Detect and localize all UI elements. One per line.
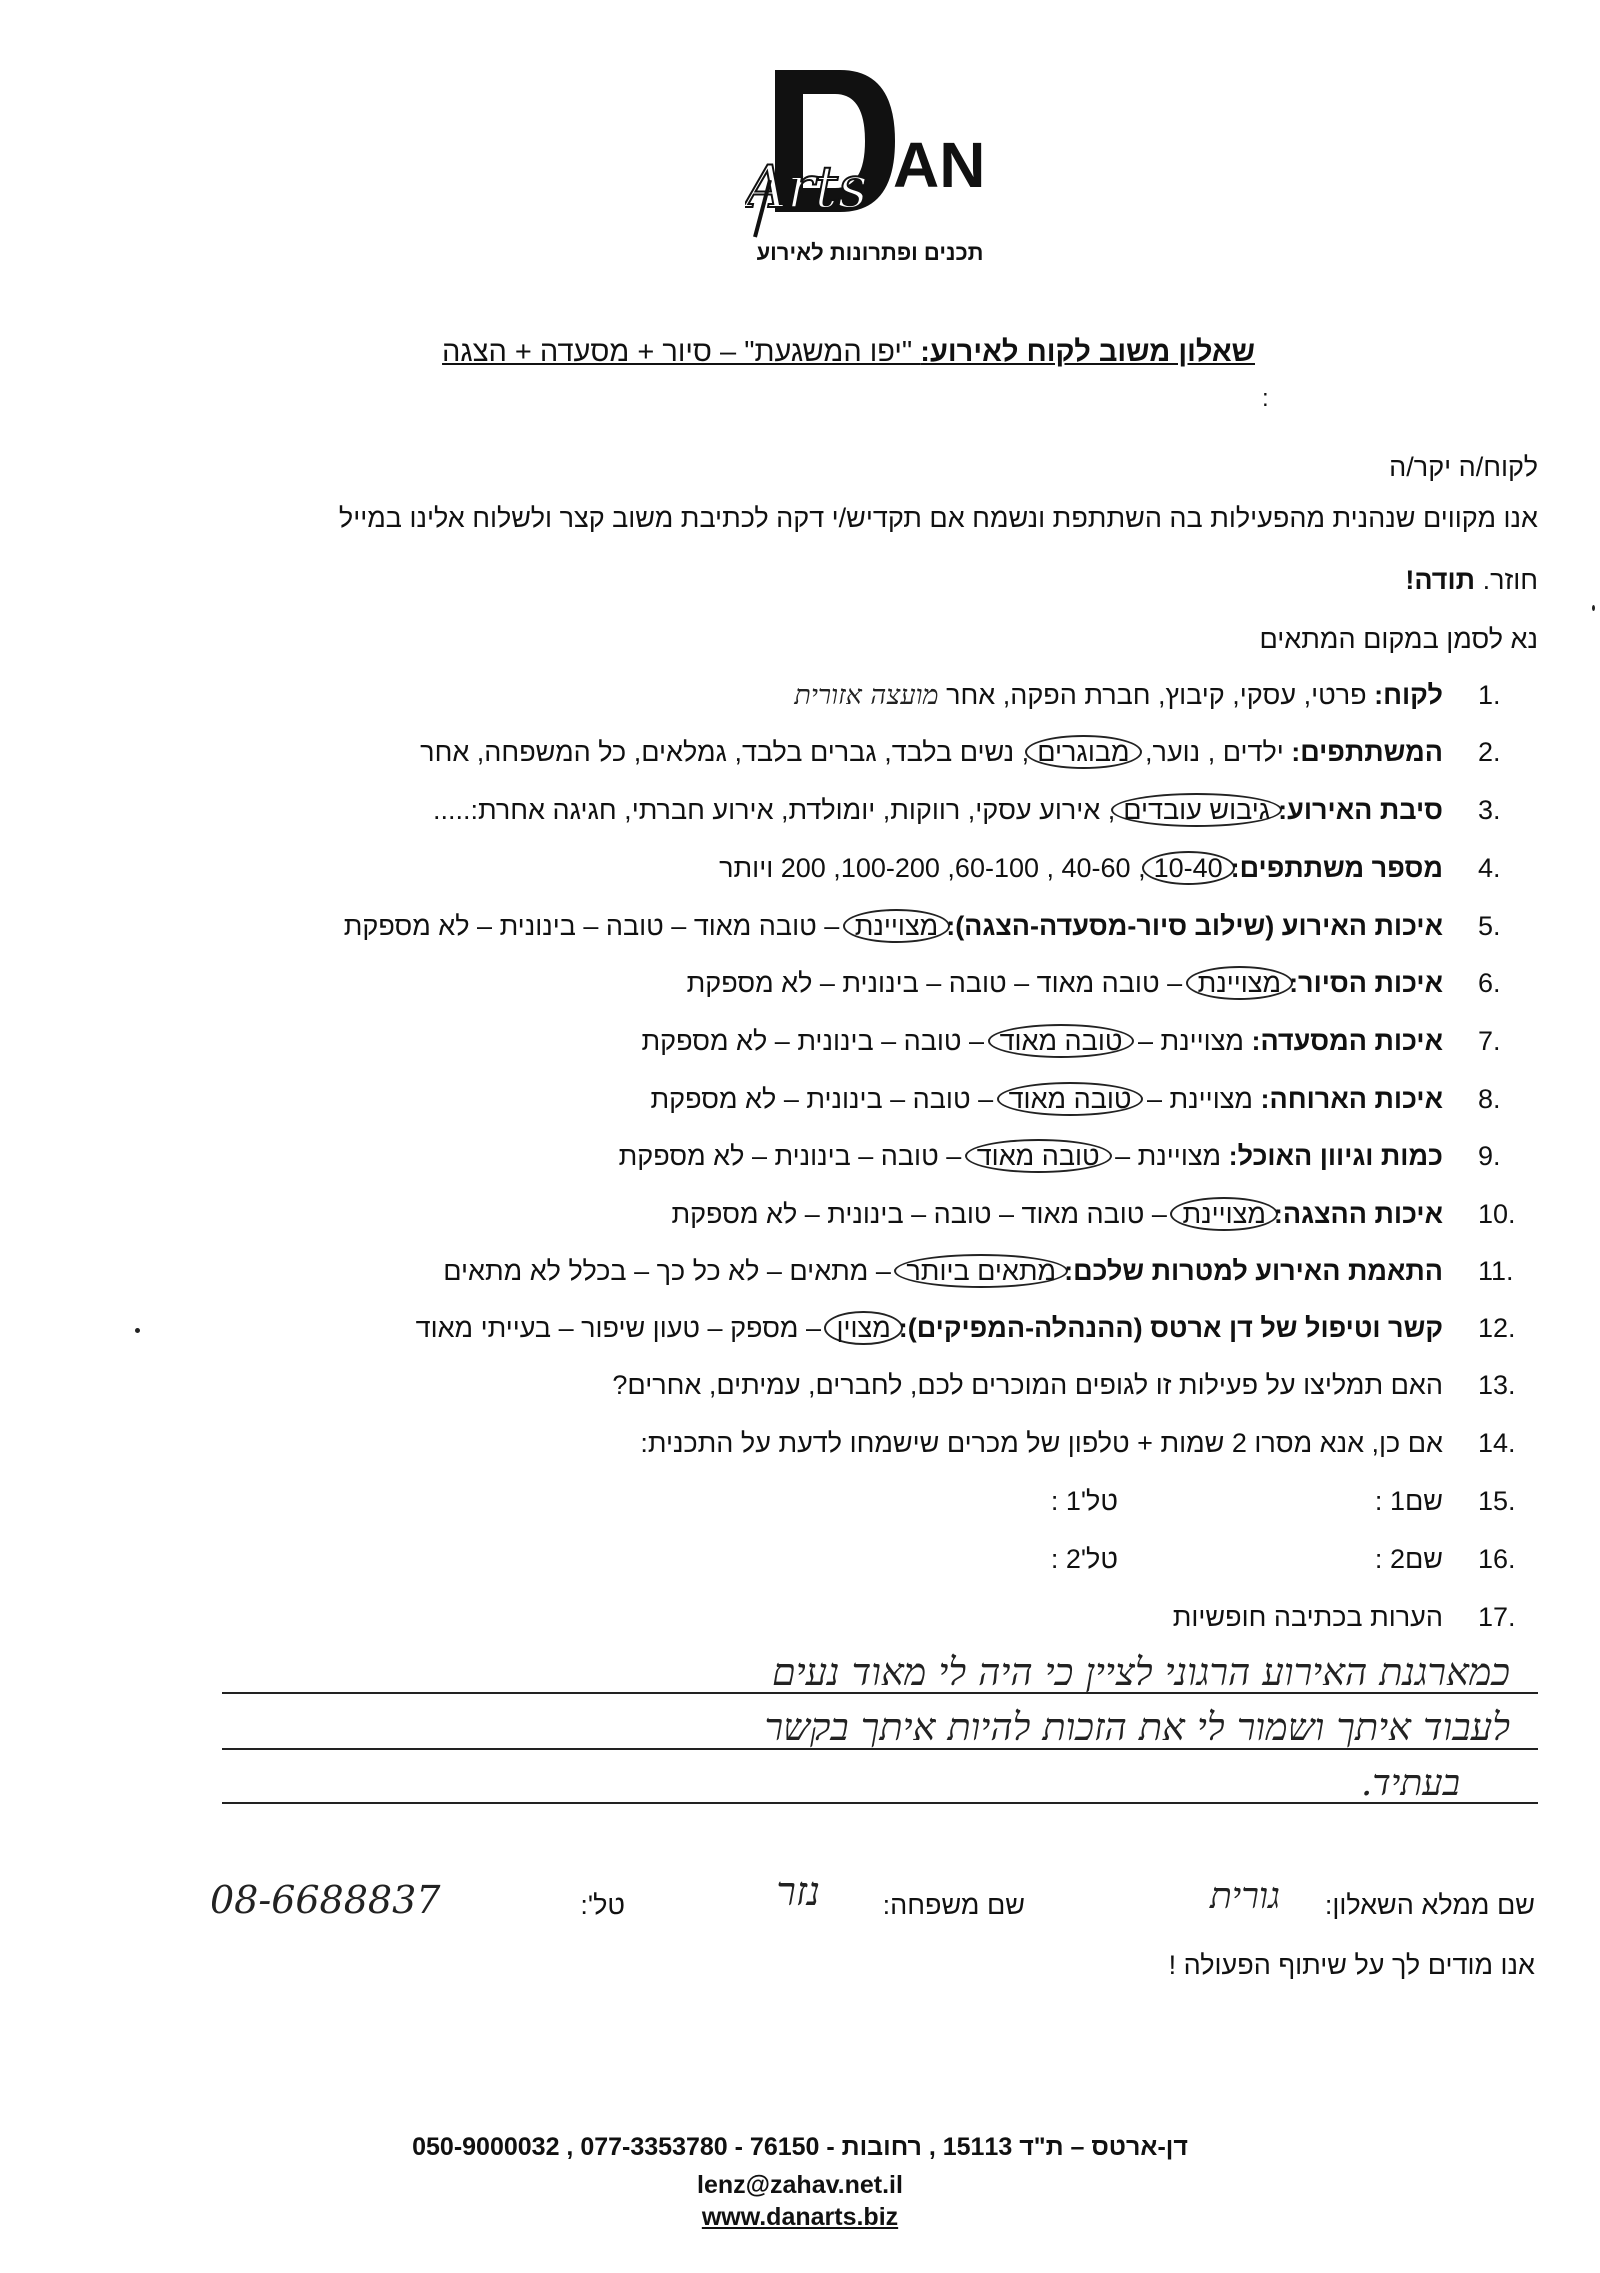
question-14 xyxy=(38,1428,1538,1472)
phone-hand: 08-6688837 xyxy=(210,1878,441,1922)
question-options-rest: – מתאים – לא כל כך – בכלל לא מתאים xyxy=(443,1256,899,1286)
circled-answer: מצויינת xyxy=(1170,1197,1277,1231)
question-number: 6. xyxy=(1478,968,1501,998)
question-9 xyxy=(38,1141,1538,1185)
question-options: מצויינת – xyxy=(1139,1084,1261,1114)
intro-line-2 xyxy=(1405,565,1538,596)
question-label: לקוח: xyxy=(1374,680,1443,710)
question-label: איכות הארוחה: xyxy=(1260,1084,1443,1114)
question-16 xyxy=(38,1544,1538,1588)
question-label: קשר וטיפול של דן ארטס (ההנהלה-המפיקים): xyxy=(898,1313,1443,1343)
question-text: אם כן, אנא מסרו 2 שמות + טלפון של מכרים שישמחו לדעת על התכנית: xyxy=(640,1428,1443,1458)
question-options: ילדים , נוער, xyxy=(1137,737,1292,767)
stray-mark: : xyxy=(1262,385,1269,412)
question-5 xyxy=(38,911,1538,955)
circled-answer: מצוין xyxy=(824,1311,902,1345)
respondent-name-label: שם ממלא השאלון: xyxy=(1324,1890,1535,1920)
question-text: האם תמליצו על פעילות זו לגופים המוכרים לכם, לחברים, עמיתים, אחרים? xyxy=(612,1370,1443,1400)
family-name-hand: נזר xyxy=(776,1869,820,1915)
question-2 xyxy=(38,737,1538,781)
question-8 xyxy=(38,1084,1538,1128)
question-number: 1. xyxy=(1478,680,1501,710)
question-number: 9. xyxy=(1478,1141,1501,1171)
free-text-line-2: לעבוד איתך ושמור לי את הזכות להיות איתך בקשר xyxy=(764,1705,1510,1749)
circled-answer: מבוגרים xyxy=(1025,735,1141,769)
greeting: לקוח/ה יקר/ה xyxy=(1389,452,1538,482)
question-options-rest: – טובה מאוד – טובה – בינונית – לא מספקת xyxy=(343,911,847,941)
handwritten-answer: מועצה אזורית xyxy=(794,680,939,711)
logo-an: AN xyxy=(893,129,986,201)
question-number: 8. xyxy=(1478,1084,1501,1114)
question-number: 4. xyxy=(1478,853,1501,883)
circled-answer: גיבוש עובדים xyxy=(1111,793,1282,827)
question-11 xyxy=(38,1256,1538,1300)
name-2-field: שם2 : xyxy=(1374,1544,1443,1574)
logo-graphic xyxy=(745,62,1000,242)
question-label: המשתתפים: xyxy=(1291,737,1443,767)
question-1 xyxy=(38,680,1538,724)
question-options: פרטי, עסקי, קיבוץ, חברת הפקה, אחר xyxy=(938,680,1375,710)
question-options-rest: , נשים בלבד, גברים בלבד, גמלאים, כל המשפחה, אחר xyxy=(420,737,1030,767)
title-event: "יפו המשגעת" – סיור + מסעדה + הצגה xyxy=(442,336,921,368)
question-label: התאמת האירוע למטרות שלכם: xyxy=(1064,1256,1443,1286)
intro-line-1: אנו מקווים שנהנית מהפעילות בה השתתפת ונשמח אם תקדיש/י דקה לכתיבת משוב קצר ולשלוח אלינו במייל xyxy=(338,503,1538,533)
circled-answer: טובה מאוד xyxy=(988,1024,1135,1058)
question-options-rest: – טובה – בינונית – לא מספקת xyxy=(650,1084,1001,1114)
footer-email[interactable]: lenz@zahav.net.il xyxy=(697,2171,903,2199)
question-options-rest: – טובה – בינונית – לא מספקת xyxy=(641,1026,992,1056)
circled-answer: טובה מאוד xyxy=(997,1082,1144,1116)
question-10 xyxy=(38,1199,1538,1243)
question-label: איכות האירוע (שילוב סיור-מסעדה-הצגה): xyxy=(946,911,1443,941)
question-options-rest: – טובה מאוד – טובה – בינונית – לא מספקת xyxy=(686,968,1190,998)
logo-tagline: תכנים ופתרונות לאירוע xyxy=(756,240,984,265)
question-options: מצויינת – xyxy=(1130,1026,1252,1056)
speck xyxy=(1592,605,1595,611)
question-label: איכות הסיור: xyxy=(1289,968,1443,998)
question-number: 11. xyxy=(1478,1256,1514,1286)
question-label: כמות וגיוון האוכל: xyxy=(1228,1141,1443,1171)
footer-website[interactable]: www.danarts.biz xyxy=(701,2203,899,2231)
intro-returned: חוזר. xyxy=(1482,565,1538,595)
question-number: 12. xyxy=(1478,1313,1516,1343)
logo-arts: Arts xyxy=(745,153,868,221)
respondent-name-hand: גורית xyxy=(1209,1876,1280,1917)
question-number: 15. xyxy=(1478,1486,1516,1516)
title-prefix: שאלון משוב לקוח לאירוע: xyxy=(920,336,1255,368)
question-options-rest: , אירוע עסקי, רווקות, יומולדת, אירוע חברתי, חגיגה אחרת:..... xyxy=(432,795,1116,825)
family-name-label: שם משפחה: xyxy=(882,1890,1025,1920)
question-label: מספר משתתפים: xyxy=(1230,853,1443,883)
writing-line xyxy=(222,1802,1538,1804)
question-label: איכות ההצגה: xyxy=(1273,1199,1443,1229)
question-options-rest: , 40-60 , 60-100, 100-200, 200 ויותר xyxy=(719,853,1146,883)
question-number: 17. xyxy=(1478,1602,1516,1632)
question-options: מצויינת – xyxy=(1107,1141,1229,1171)
phone-2-field: טל'2 : xyxy=(1050,1544,1118,1574)
question-options-rest: – טובה מאוד – טובה – בינונית – לא מספקת xyxy=(671,1199,1175,1229)
question-6 xyxy=(38,968,1538,1012)
phone-label: טל': xyxy=(580,1890,625,1920)
question-number: 7. xyxy=(1478,1026,1501,1056)
footer-address: דן-ארטס – ת"ד 15113 , רחובות - 76150 - 077-3353780 , 050-9000032 xyxy=(412,2133,1188,2161)
question-number: 2. xyxy=(1478,737,1501,767)
question-options-rest: – טובה – בינונית – לא מספקת xyxy=(618,1141,969,1171)
question-17 xyxy=(38,1602,1538,1646)
question-number: 10. xyxy=(1478,1199,1516,1229)
free-text-line-3: בעתיד. xyxy=(1360,1763,1460,1804)
question-number: 14. xyxy=(1478,1428,1516,1458)
question-13 xyxy=(38,1370,1538,1414)
name-1-field: שם1 : xyxy=(1374,1486,1443,1516)
question-3 xyxy=(38,795,1538,839)
question-15 xyxy=(38,1486,1538,1530)
question-options-rest: – מספק – טעון שיפור – בעייתי מאוד xyxy=(415,1313,829,1343)
page-title xyxy=(442,336,1255,369)
thanks-line: אנו מודים לך על שיתוף הפעולה ! xyxy=(1168,1950,1535,1980)
circled-answer: מצויינת xyxy=(843,909,950,943)
phone-1-field: טל'1 : xyxy=(1050,1486,1118,1516)
question-label: סיבת האירוע: xyxy=(1278,795,1443,825)
free-text-line-1: כמארגנת האירוע הרגוני לציין כי היה לי מאוד נעים xyxy=(772,1650,1510,1694)
question-7 xyxy=(38,1026,1538,1070)
circled-answer: 10-40 xyxy=(1142,851,1235,885)
speck xyxy=(135,1328,140,1333)
instruction: נא לסמן במקום המתאים xyxy=(1259,624,1538,654)
question-label: איכות המסעדה: xyxy=(1251,1026,1443,1056)
question-12 xyxy=(38,1313,1538,1357)
circled-answer: מתאים ביותר xyxy=(894,1254,1068,1288)
question-number: 13. xyxy=(1478,1370,1516,1400)
question-4 xyxy=(38,853,1538,897)
circled-answer: מצויינת xyxy=(1186,966,1293,1000)
circled-answer: טובה מאוד xyxy=(965,1139,1112,1173)
question-number: 16. xyxy=(1478,1544,1516,1574)
question-number: 5. xyxy=(1478,911,1501,941)
intro-thanks: תודה! xyxy=(1405,565,1476,595)
question-number: 3. xyxy=(1478,795,1501,825)
dan-arts-logo xyxy=(745,62,1000,265)
question-text: הערות בכתיבה חופשיות xyxy=(1172,1602,1443,1632)
